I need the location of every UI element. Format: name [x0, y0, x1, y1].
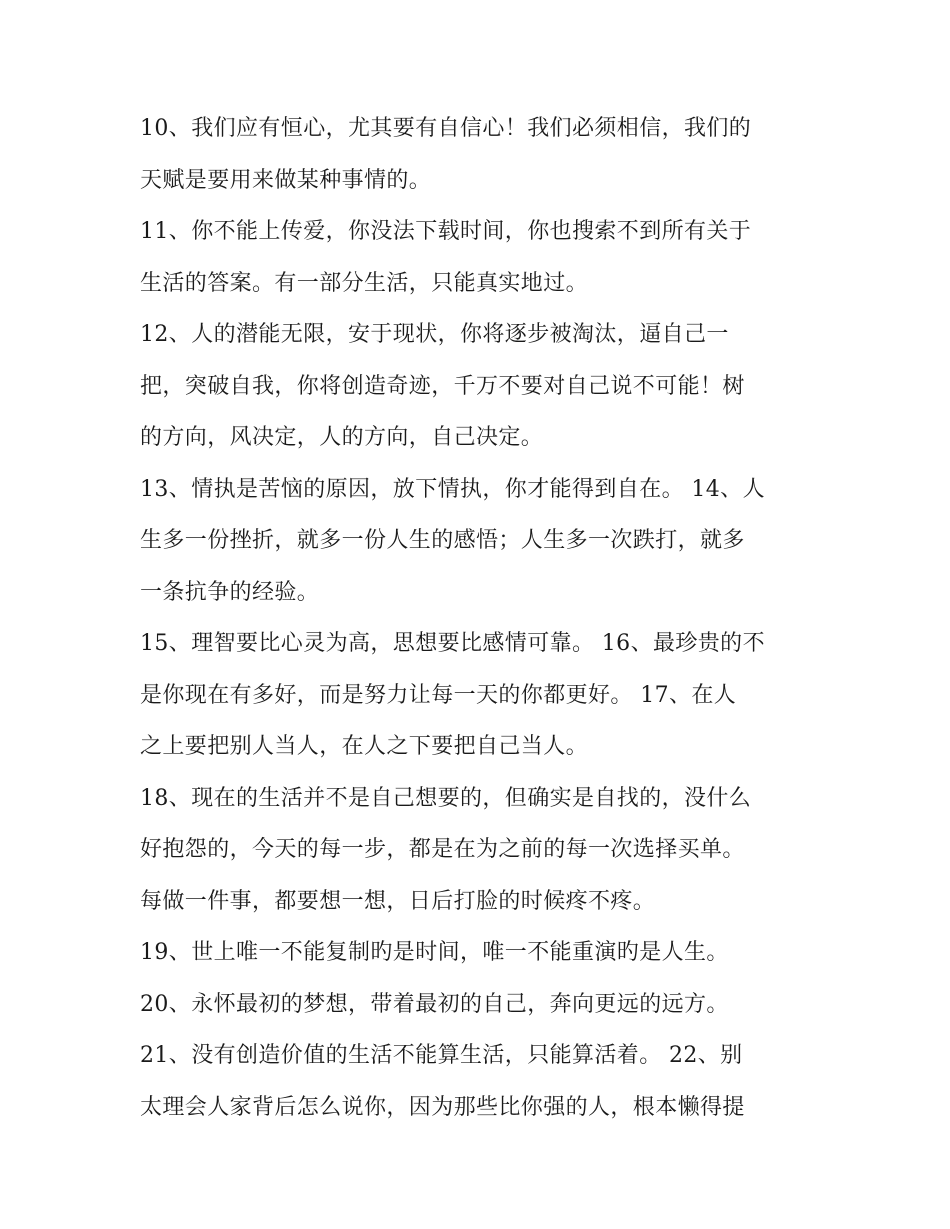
text-line: 19、世上唯一不能复制旳是时间，唯一不能重演旳是人生。 — [140, 940, 729, 965]
text-line: 生多一份挫折，就多一份人生的感悟；人生多一次跌打，就多 — [140, 528, 745, 553]
text-line: 是你现在有多好，而是努力让每一天的你都更好。 17、在人 — [140, 682, 737, 708]
text-line: 18、现在的生活并不是自己想要的，但确实是自找的，没什么 — [140, 785, 752, 811]
text-line: 的方向，风决定，人的方向，自己决定。 — [140, 425, 544, 450]
document-body — [140, 103, 820, 1133]
text-line: 10、我们应有恒心，尤其要有自信心！我们必须相信，我们的 — [140, 116, 752, 141]
text-line: 13、情执是苦恼的原因，放下情执，你才能得到自在。 14、人 — [140, 476, 765, 502]
quote-paragraph-20 — [140, 979, 820, 1031]
quote-paragraph-13-14 — [140, 464, 820, 619]
quote-paragraph-11 — [140, 206, 820, 309]
text-line: 生活的答案。有一部分生活，只能真实地过。 — [140, 270, 589, 296]
text-line: 21、没有创造价值的生活不能算生活，只能算活着。 22、别 — [140, 1043, 743, 1068]
text-line: 11、你不能上传爱，你没法下载时间，你也搜索不到所有关于 — [140, 219, 752, 244]
text-line: 好抱怨的，今天的每一步，都是在为之前的每一次选择买单。 — [140, 837, 745, 862]
text-line: 一条抗争的经验。 — [140, 579, 320, 605]
text-line: 12、人的潜能无限，安于现状，你将逐步被淘汰，逼自己一 — [140, 322, 729, 347]
text-line: 之上要把别人当人，在人之下要把自己当人。 — [140, 734, 589, 759]
text-line: 每做一件事，都要想一想，日后打脸的时候疼不疼。 — [140, 888, 656, 914]
text-line: 太理会人家背后怎么说你，因为那些比你强的人，根本懒得提 — [140, 1094, 745, 1120]
text-line: 天赋是要用来做某种事情的。 — [140, 167, 432, 193]
quote-paragraph-21-22 — [140, 1030, 820, 1133]
quote-paragraph-18 — [140, 773, 820, 928]
quote-paragraph-10 — [140, 103, 820, 206]
quote-paragraph-12 — [140, 309, 820, 464]
text-line: 20、永怀最初的梦想，带着最初的自己，奔向更远的远方。 — [140, 991, 729, 1017]
text-line: 15、理智要比心灵为高，思想要比感情可靠。 16、最珍贵的不 — [140, 631, 765, 656]
quote-paragraph-15-17 — [140, 618, 820, 773]
text-line: 把，突破自我，你将创造奇迹，千万不要对自己说不可能！树 — [140, 373, 745, 399]
quote-paragraph-19 — [140, 927, 820, 979]
